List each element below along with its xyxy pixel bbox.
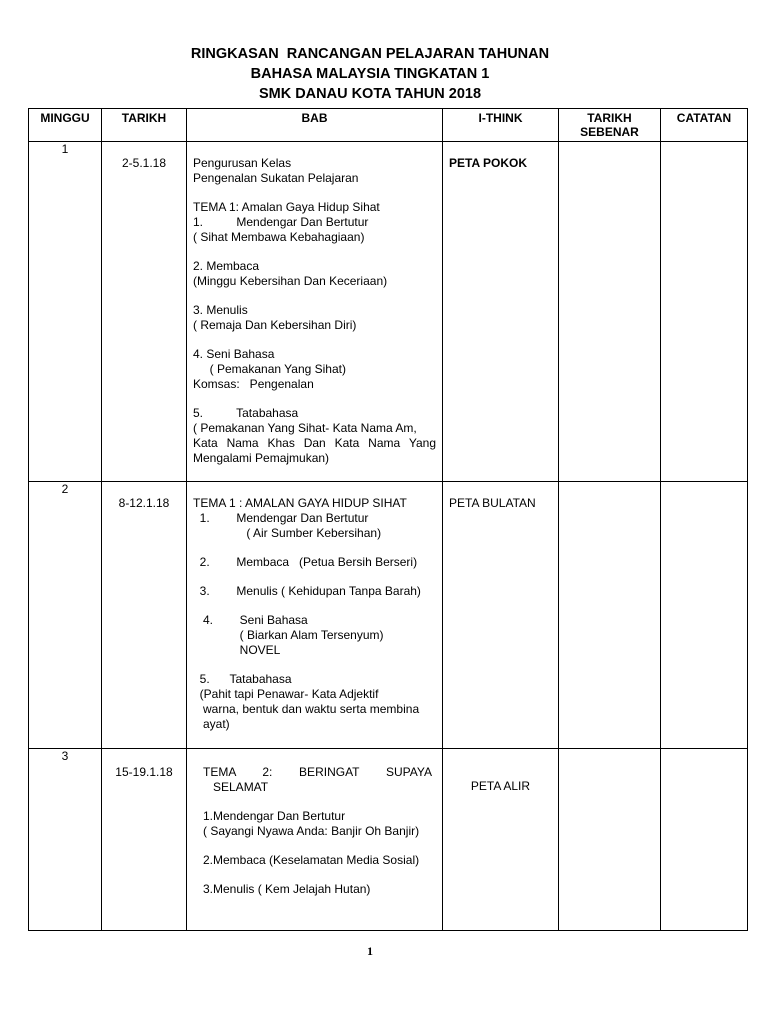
chapter-line: ( Pemakanan Yang Sihat)	[193, 362, 346, 376]
week-number: 1	[29, 142, 102, 482]
ithink-cell	[443, 482, 559, 749]
ithink-cell	[443, 142, 559, 482]
chapter-line: ( Biarkan Alam Tersenyum)	[193, 628, 384, 642]
chapter-line: 4. Seni Bahasa	[193, 347, 275, 361]
table-row	[29, 142, 748, 482]
chapter-line: 1. Mendengar Dan Bertutur	[193, 215, 369, 229]
chapter-line: 1.Mendengar Dan Bertutur	[203, 809, 346, 823]
chapter-line: (Pahit tapi Penawar- Kata Adjektif	[193, 687, 379, 701]
chapter-line: Kata Nama Khas Dan Kata Nama Yang	[193, 436, 436, 450]
header-tarikh-sebenar-line1: TARIKH	[587, 111, 632, 125]
chapter-line: Komsas: Pengenalan	[193, 377, 314, 391]
chapter-line: 2. Membaca	[193, 259, 260, 273]
week-number: 2	[29, 482, 102, 749]
chapter-line: ( Sihat Membawa Kebahagiaan)	[193, 230, 365, 244]
chapter-line: 3.Menulis ( Kem Jelajah Hutan)	[203, 882, 371, 896]
table-row	[29, 482, 748, 749]
chapter-line: 5. Tatabahasa	[193, 672, 292, 686]
ithink-map: PETA POKOK	[449, 156, 528, 170]
chapter-line: 3. Menulis	[193, 303, 248, 317]
date-text: 8-12.1.18	[118, 496, 170, 510]
tarikh-sebenar-cell	[559, 142, 661, 482]
chapter-cell	[187, 749, 443, 931]
tarikh-sebenar-cell	[559, 482, 661, 749]
chapter-cell	[187, 482, 443, 749]
header-ithink: I-THINK	[443, 109, 559, 142]
chapter-line: Mengalami Pemajmukan)	[193, 451, 330, 465]
header-tarikh: TARIKH	[102, 109, 187, 142]
date-cell	[102, 749, 187, 931]
chapter-line: 3. Menulis ( Kehidupan Tanpa Barah)	[193, 584, 421, 598]
chapter-line: 4. Seni Bahasa	[193, 613, 308, 627]
catatan-cell	[661, 482, 748, 749]
week-number: 3	[29, 749, 102, 931]
chapter-line: ( Pemakanan Yang Sihat- Kata Nama Am,	[193, 421, 417, 435]
title-line-2: BAHASA MALAYSIA TINGKATAN 1	[250, 66, 490, 82]
tarikh-sebenar-cell	[559, 749, 661, 931]
chapter-line: TEMA 1 : AMALAN GAYA HIDUP SIHAT	[193, 496, 407, 510]
chapter-line: TEMA 2: BERINGAT SUPAYA	[203, 765, 432, 779]
ithink-map: PETA ALIR	[470, 779, 531, 793]
chapter-line: Pengurusan Kelas	[193, 156, 292, 170]
chapter-line: 2.Membaca (Keselamatan Media Sosial)	[203, 853, 420, 867]
chapter-line: 5. Tatabahasa	[193, 406, 299, 420]
chapter-line: ( Remaja Dan Kebersihan Diri)	[193, 318, 357, 332]
chapter-cell	[187, 142, 443, 482]
date-cell	[102, 482, 187, 749]
chapter-line: Pengenalan Sukatan Pelajaran	[193, 171, 359, 185]
chapter-line: ayat)	[193, 717, 230, 731]
chapter-line: warna, bentuk dan waktu serta membina	[193, 702, 420, 716]
table-row	[29, 749, 748, 931]
date-text: 15-19.1.18	[115, 765, 173, 779]
ithink-cell	[443, 749, 559, 931]
table-header-row	[29, 109, 748, 142]
chapter-line: ( Sayangi Nyawa Anda: Banjir Oh Banjir)	[203, 824, 420, 838]
chapter-line: SELAMAT	[203, 780, 269, 794]
catatan-cell	[661, 749, 748, 931]
date-text: 2-5.1.18	[121, 156, 167, 170]
header-catatan: CATATAN	[661, 109, 748, 142]
header-bab: BAB	[187, 109, 443, 142]
chapter-line: 1. Mendengar Dan Bertutur	[193, 511, 369, 525]
page-number: 1	[367, 944, 373, 958]
title-line-1: RINGKASAN RANCANGAN PELAJARAN TAHUNAN	[190, 46, 550, 62]
document-title	[0, 44, 740, 104]
header-tarikh-sebenar	[559, 109, 661, 142]
header-minggu: MINGGU	[29, 109, 102, 142]
date-cell	[102, 142, 187, 482]
chapter-line: NOVEL	[193, 643, 281, 657]
chapter-line: (Minggu Kebersihan Dan Keceriaan)	[193, 274, 388, 288]
header-tarikh-sebenar-line2: SEBENAR	[580, 125, 639, 139]
ithink-map: PETA BULATAN	[449, 496, 536, 510]
title-line-3: SMK DANAU KOTA TAHUN 2018	[258, 86, 482, 102]
chapter-line: 2. Membaca (Petua Bersih Berseri)	[193, 555, 418, 569]
catatan-cell	[661, 142, 748, 482]
lesson-plan-table	[28, 108, 748, 931]
chapter-line: ( Air Sumber Kebersihan)	[193, 526, 382, 540]
chapter-line: TEMA 1: Amalan Gaya Hidup Sihat	[193, 200, 380, 214]
